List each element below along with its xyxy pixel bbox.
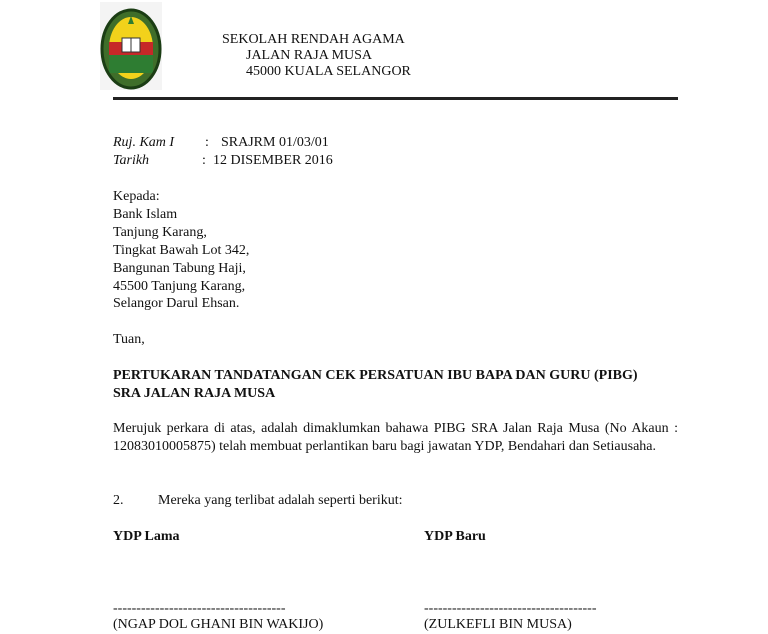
body-paragraph-1: Merujuk perkara di atas, adalah dimaklumkan bahawa PIBG SRA Jalan Raja Musa (No Akaun : 12083010005875) telah membuat perlantikan baru bagi jawatan YDP, Bendahari dan Setiausaha. [113, 421, 678, 454]
ruj-label: Ruj. Kam I [113, 135, 175, 150]
tarikh-colon: : [202, 153, 206, 168]
ruj-value: SRAJRM 01/03/01 [221, 135, 329, 150]
recipient-kepada: Kepada: [113, 189, 160, 204]
address-line-1: JALAN RAJA MUSA [246, 48, 373, 63]
subject-line-1: PERTUKARAN TANDATANGAN CEK PERSATUAN IBU BAPA DAN GURU (PIBG) [113, 368, 638, 383]
school-name: SEKOLAH RENDAH AGAMA [222, 32, 405, 47]
recipient-line: Tingkat Bawah Lot 342, [113, 243, 250, 258]
header-divider [113, 97, 678, 100]
tarikh-value: 12 DISEMBER 2016 [213, 153, 333, 168]
signatory-right-heading: YDP Baru [424, 529, 486, 544]
address-line-2: 45000 KUALA SELANGOR [246, 64, 411, 79]
tarikh-label: Tarikh [113, 153, 150, 168]
signatory-left-heading: YDP Lama [113, 529, 180, 544]
signature-line-left: ------------------------------------- [113, 601, 286, 616]
greeting: Tuan, [113, 332, 145, 347]
signatory-right-name: (ZULKEFLI BIN MUSA) [424, 617, 572, 632]
recipient-line: Selangor Darul Ehsan. [113, 296, 240, 311]
recipient-line: Bangunan Tabung Haji, [113, 261, 246, 276]
recipient-line: Bank Islam [113, 207, 178, 222]
recipient-line: Tanjung Karang, [113, 225, 207, 240]
school-crest-icon [100, 2, 162, 90]
subject-line-2: SRA JALAN RAJA MUSA [113, 386, 276, 401]
ruj-colon: : [205, 135, 209, 150]
para-2-number: 2. [113, 493, 124, 508]
para-2-text: Mereka yang terlibat adalah seperti berikut: [158, 493, 403, 508]
signature-line-right: ------------------------------------- [424, 601, 597, 616]
recipient-line: 45500 Tanjung Karang, [113, 279, 246, 294]
signatory-left-name: (NGAP DOL GHANI BIN WAKIJO) [113, 617, 324, 632]
